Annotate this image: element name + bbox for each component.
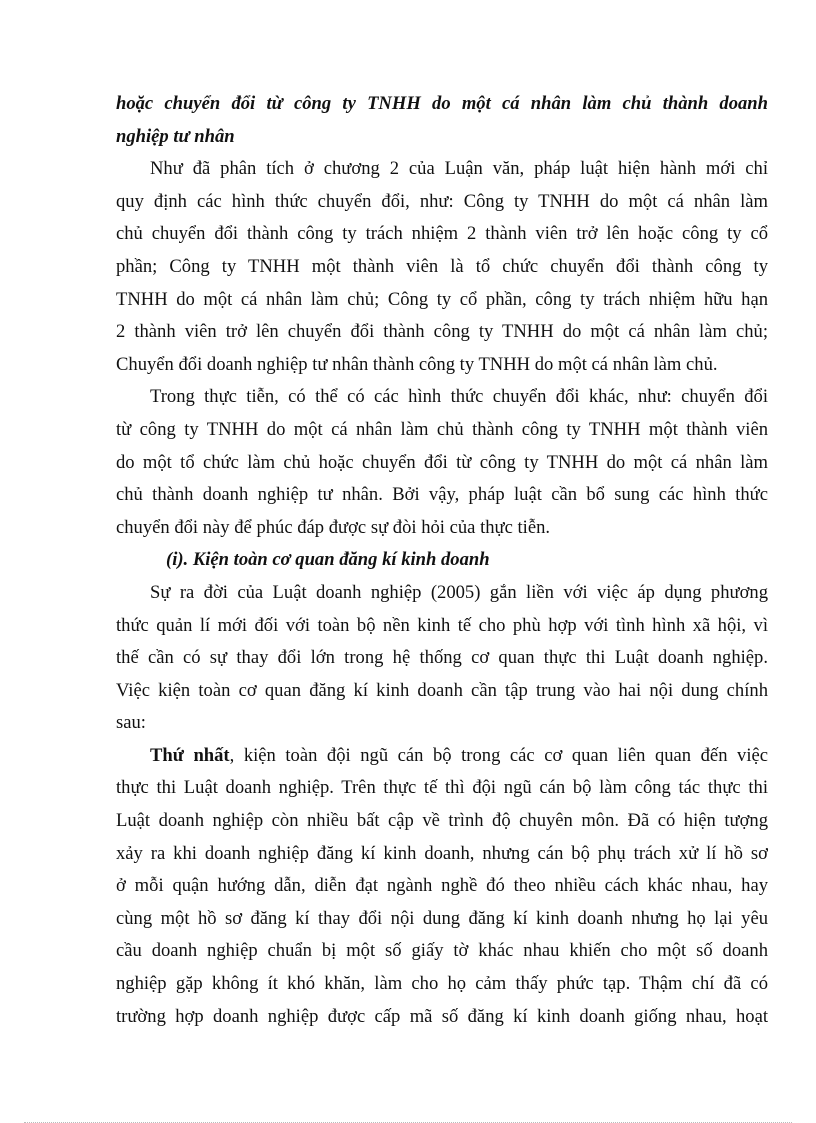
paragraph-line: chuyển đổi này để phúc đáp được sự đòi hỏi của thực tiễn. [116, 516, 551, 538]
paragraph-line: chủ thành doanh nghiệp tư nhân. Bởi vậy, pháp luật cần bổ sung các hình thức [116, 484, 768, 506]
paragraph-line: phần; Công ty TNHH một thành viên là tổ chức chuyển đổi thành công ty [116, 255, 768, 277]
lead-term: Thứ nhất [150, 744, 230, 766]
paragraph-2 [116, 381, 768, 544]
paragraph-line: Luật doanh nghiệp còn nhiều bất cập về trình độ chuyên môn. Đã có hiện tượng [116, 810, 768, 832]
paragraph-line: trường hợp doanh nghiệp được cấp mã số đăng kí kinh doanh giống nhau, hoạt [116, 1005, 768, 1027]
paragraph-line: thực thi Luật doanh nghiệp. Trên thực tế thì đội ngũ cán bộ làm công tác thực thi [116, 777, 768, 799]
paragraph-line: chủ chuyển đổi thành công ty trách nhiệm 2 thành viên trở lên hoặc công ty cổ [116, 223, 768, 245]
paragraph-line: thức quản lí mới đối với toàn bộ nền kinh tế cho phù hợp với tình hình xã hội, vì [116, 614, 768, 636]
document-page [116, 88, 768, 1033]
paragraph-1 [116, 153, 768, 381]
paragraph-line: ở mỗi quận hướng dẫn, diễn đạt ngành nghề đó theo nhiều cách khác nhau, hay [116, 875, 768, 897]
heading-line: hoặc chuyển đổi từ công ty TNHH do một cá nhân làm chủ thành doanh [116, 93, 768, 114]
paragraph-line: cầu doanh nghiệp chuẩn bị một số giấy tờ khác nhau khiến cho một số doanh [116, 940, 768, 962]
paragraph-line: Chuyển đổi doanh nghiệp tư nhân thành công ty TNHH do một cá nhân làm chủ. [116, 353, 718, 375]
paragraph-line: từ công ty TNHH do một cá nhân làm chủ thành công ty TNHH một thành viên [116, 418, 768, 440]
paragraph-line: nghiệp gặp không ít khó khăn, làm cho họ cảm thấy phức tạp. Thậm chí đã có [116, 973, 768, 995]
paragraph-line: Việc kiện toàn cơ quan đăng kí kinh doanh cần tập trung vào hai nội dung chính [116, 679, 768, 701]
paragraph-line: Như đã phân tích ở chương 2 của Luận văn, pháp luật hiện hành mới chỉ [150, 158, 768, 180]
paragraph-line: quy định các hình thức chuyển đổi, như: Công ty TNHH do một cá nhân làm [116, 190, 768, 212]
paragraph-line: 2 thành viên trở lên chuyển đổi thành công ty TNHH do một cá nhân làm chủ; [116, 321, 768, 343]
paragraph-line: TNHH do một cá nhân làm chủ; Công ty cổ phần, công ty trách nhiệm hữu hạn [116, 288, 768, 310]
heading-line: nghiệp tư nhân [116, 125, 235, 147]
paragraph-4 [116, 740, 768, 1033]
paragraph-line [116, 740, 768, 773]
paragraph-line: thế cần có sự thay đổi lớn trong hệ thống cơ quan thực thi Luật doanh nghiệp. [116, 647, 768, 669]
paragraph-3 [116, 577, 768, 740]
paragraph-line: Sự ra đời của Luật doanh nghiệp (2005) gắn liền với việc áp dụng phương [150, 581, 768, 603]
paragraph-line: cùng một hồ sơ đăng kí thay đổi nội dung đăng kí kinh doanh nhưng họ lại yêu [116, 907, 768, 929]
paragraph-line: do một tổ chức làm chủ hoặc chuyển đổi từ công ty TNHH do một cá nhân làm [116, 451, 768, 473]
paragraph-line: Trong thực tiễn, có thể có các hình thức chuyển đổi khác, như: chuyển đổi [150, 386, 768, 408]
lead-text: , kiện toàn đội ngũ cán bộ trong các cơ quan liên quan đến việc [229, 744, 768, 766]
paragraph-line: xảy ra khi doanh nghiệp đăng kí kinh doanh, nhưng cán bộ phụ trách xử lí hồ sơ [116, 842, 768, 864]
section-subheading: (i). Kiện toàn cơ quan đăng kí kinh doanh [166, 549, 490, 571]
paragraph-line: sau: [116, 712, 146, 734]
